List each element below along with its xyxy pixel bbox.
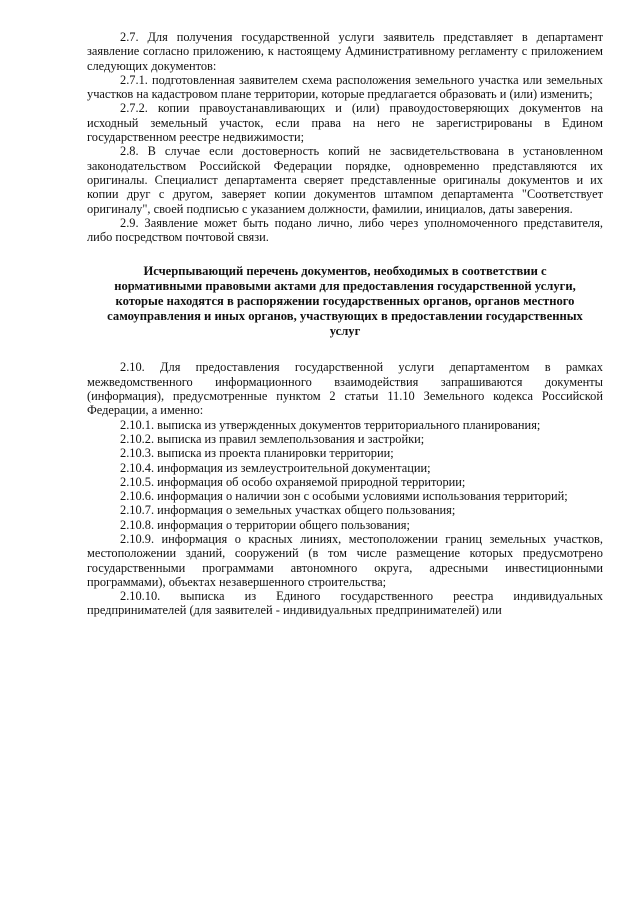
- paragraph-2-10-6: 2.10.6. информация о наличии зон с особыми условиями использования территорий;: [120, 489, 568, 504]
- paragraph-2-10-10: 2.10.10. выписка из Единого государственного реестра индивидуальных предпринимателей (для заявителей - индивидуальных предпринимателей) или: [87, 589, 603, 618]
- paragraph-2-10-5: 2.10.5. информация об особо охраняемой природной территории;: [120, 474, 466, 489]
- paragraph-2-7-1: 2.7.1. подготовленная заявителем схема расположения земельного участка или земельных участков на кадастровом плане территории, которые предлагается образовать и (или) изменить;: [87, 72, 603, 102]
- section-heading: Исчерпывающий перечень документов, необходимых в соответствии с нормативными правовыми актами для предоставления государственной услуги, которые находятся в распоряжении государственных органов, органов местного самоуправления и иных органов, участвующих в предоставлении государственных услуг: [107, 264, 583, 338]
- paragraph-2-10-7: 2.10.7. информация о земельных участках общего пользования;: [120, 503, 456, 518]
- paragraph-2-10-1: 2.10.1. выписка из утвержденных документов территориального планирования;: [120, 417, 541, 432]
- paragraph-2-10: 2.10. Для предоставления государственной услуги департаментом в рамках межведомственного информационного взаимодействия запрашиваются документы (информация), предусмотренные пунктом 2 статьи 11.10 Земельного кодекса Российской Федерации, а именно:: [87, 360, 603, 418]
- paragraph-2-10-2: 2.10.2. выписка из правил землепользования и застройки;: [120, 431, 425, 446]
- paragraph-2-7-2: 2.7.2. копии правоустанавливающих и (или) правоудостоверяющих документов на исходный земельный участок, если права на него не зарегистрированы в Едином государственном реестре недвижимости;: [87, 101, 603, 145]
- paragraph-2-10-8: 2.10.8. информация о территории общего пользования;: [120, 517, 410, 532]
- paragraph-2-10-4: 2.10.4. информация из землеустроительной документации;: [120, 460, 431, 475]
- paragraph-2-10-3: 2.10.3. выписка из проекта планировки территории;: [120, 446, 394, 461]
- paragraph-2-8: 2.8. В случае если достоверность копий не засвидетельствована в установленном законодательством Российской Федерации порядке, одновременно представляются их оригиналы. Специалист департамента сверяет представленные оригиналы документов и их копии друг с другом, заверяет копии документов штампом департамента "Соответствует оригиналу", своей подписью с указанием должности, фамилии, инициалов, даты заверения.: [87, 144, 603, 216]
- paragraph-2-9: 2.9. Заявление может быть подано лично, либо через уполномоченного представителя, либо посредством почтовой связи.: [87, 215, 603, 245]
- document-page: [87, 30, 603, 618]
- paragraph-2-10-9: 2.10.9. информация о красных линиях, местоположении границ земельных участков, местоположении зданий, сооружений (в том числе размещение которых предусмотрено государственными программами автономного округа, адресными инвестиционными программами), объектах незавершенного строительства;: [87, 532, 603, 589]
- paragraph-2-7: 2.7. Для получения государственной услуги заявитель представляет в департамент заявление согласно приложению, к настоящему Административному регламенту с приложением следующих документов:: [87, 30, 603, 73]
